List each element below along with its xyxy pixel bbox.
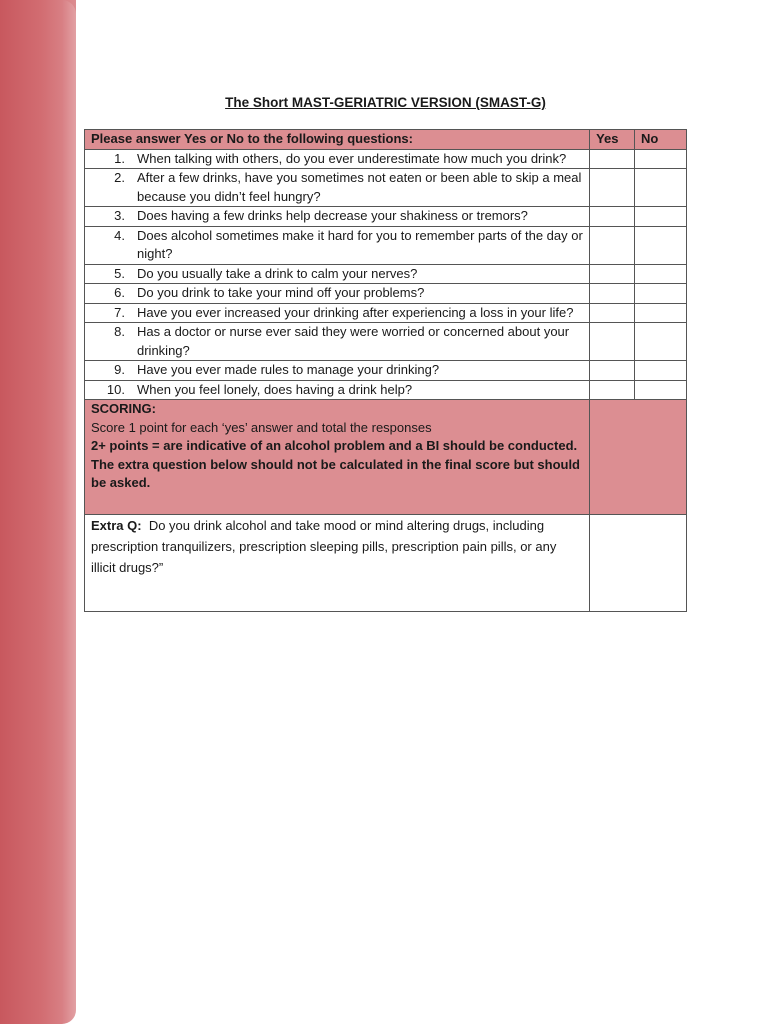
- decorative-side-band-edge: [62, 0, 76, 1024]
- no-answer-cell[interactable]: [635, 169, 687, 207]
- scoring-note: 2+ points = are indicative of an alcohol problem and a BI should be conducted. The extra question below should not be calculated in the final score but should be asked.: [91, 438, 580, 490]
- question-number: 6.: [114, 285, 125, 300]
- question-row: [85, 323, 687, 361]
- question-cell: [85, 207, 590, 227]
- no-answer-cell[interactable]: [635, 380, 687, 400]
- page-title: The Short MAST-GERIATRIC VERSION (SMAST-G): [225, 95, 546, 110]
- extra-question-text: Do you drink alcohol and take mood or mind altering drugs, including prescription tranquilizers, prescription sleeping pills, prescription pain pills, or any illicit drugs?”: [91, 518, 557, 575]
- header-row: [85, 130, 687, 150]
- no-answer-cell[interactable]: [635, 323, 687, 361]
- extra-question-cell: [85, 515, 590, 612]
- question-cell: [85, 149, 590, 169]
- question-text: After a few drinks, have you sometimes not eaten or been able to skip a meal because you didn’t feel hungry?: [137, 170, 582, 204]
- no-answer-cell[interactable]: [635, 284, 687, 304]
- question-number: 3.: [114, 208, 125, 223]
- no-answer-cell[interactable]: [635, 264, 687, 284]
- question-cell: [85, 284, 590, 304]
- scoring-row: [85, 400, 687, 515]
- scoring-heading: SCORING:: [91, 401, 156, 416]
- no-answer-cell[interactable]: [635, 207, 687, 227]
- yes-answer-cell[interactable]: [590, 207, 635, 227]
- yes-answer-cell[interactable]: [590, 264, 635, 284]
- question-number: 8.: [114, 324, 125, 339]
- no-answer-cell[interactable]: [635, 303, 687, 323]
- yes-answer-cell[interactable]: [590, 303, 635, 323]
- question-row: [85, 226, 687, 264]
- yes-answer-cell[interactable]: [590, 149, 635, 169]
- extra-answer-cell[interactable]: [590, 515, 687, 612]
- question-text: Does alcohol sometimes make it hard for you to remember parts of the day or night?: [137, 227, 583, 261]
- no-column-header: No: [635, 130, 687, 150]
- question-text: Have you ever made rules to manage your drinking?: [137, 362, 440, 377]
- question-row: [85, 149, 687, 169]
- questionnaire-table: [84, 129, 687, 612]
- question-row: [85, 169, 687, 207]
- scoring-total-cell[interactable]: [590, 400, 687, 515]
- question-text: Do you drink to take your mind off your problems?: [137, 285, 425, 300]
- no-answer-cell[interactable]: [635, 361, 687, 381]
- yes-answer-cell[interactable]: [590, 226, 635, 264]
- question-cell: [85, 323, 590, 361]
- question-number: 9.: [114, 362, 125, 377]
- scoring-instruction: Score 1 point for each ‘yes’ answer and total the responses: [91, 419, 432, 435]
- question-text: When you feel lonely, does having a drink help?: [137, 381, 413, 397]
- question-text: Has a doctor or nurse ever said they were worried or concerned about your drinking?: [137, 324, 570, 358]
- question-cell: [85, 303, 590, 323]
- scoring-cell: [85, 400, 590, 515]
- question-number: 10.: [106, 381, 125, 397]
- yes-answer-cell[interactable]: [590, 361, 635, 381]
- extra-question-label: Extra Q:: [91, 518, 142, 533]
- question-number: 7.: [114, 304, 125, 320]
- question-text: Does having a few drinks help decrease your shakiness or tremors?: [137, 208, 528, 223]
- no-answer-cell[interactable]: [635, 149, 687, 169]
- yes-column-header: Yes: [590, 130, 635, 150]
- question-cell: [85, 169, 590, 207]
- question-cell: [85, 226, 590, 264]
- yes-answer-cell[interactable]: [590, 323, 635, 361]
- yes-answer-cell[interactable]: [590, 284, 635, 304]
- question-text: Do you usually take a drink to calm your nerves?: [137, 265, 418, 281]
- instruction-header: Please answer Yes or No to the following questions:: [85, 130, 590, 150]
- question-number: 4.: [114, 227, 125, 243]
- extra-question-row: [85, 515, 687, 612]
- question-row: [85, 303, 687, 323]
- no-answer-cell[interactable]: [635, 226, 687, 264]
- question-row: [85, 284, 687, 304]
- question-row: [85, 361, 687, 381]
- question-cell: [85, 380, 590, 400]
- yes-answer-cell[interactable]: [590, 380, 635, 400]
- question-cell: [85, 361, 590, 381]
- yes-answer-cell[interactable]: [590, 169, 635, 207]
- question-number: 2.: [114, 170, 125, 185]
- question-row: [85, 380, 687, 400]
- question-number: 1.: [114, 150, 125, 166]
- question-number: 5.: [114, 265, 125, 281]
- question-cell: [85, 264, 590, 284]
- question-text: Have you ever increased your drinking after experiencing a loss in your life?: [137, 304, 574, 320]
- question-text: When talking with others, do you ever underestimate how much you drink?: [137, 150, 567, 166]
- question-row: [85, 207, 687, 227]
- question-row: [85, 264, 687, 284]
